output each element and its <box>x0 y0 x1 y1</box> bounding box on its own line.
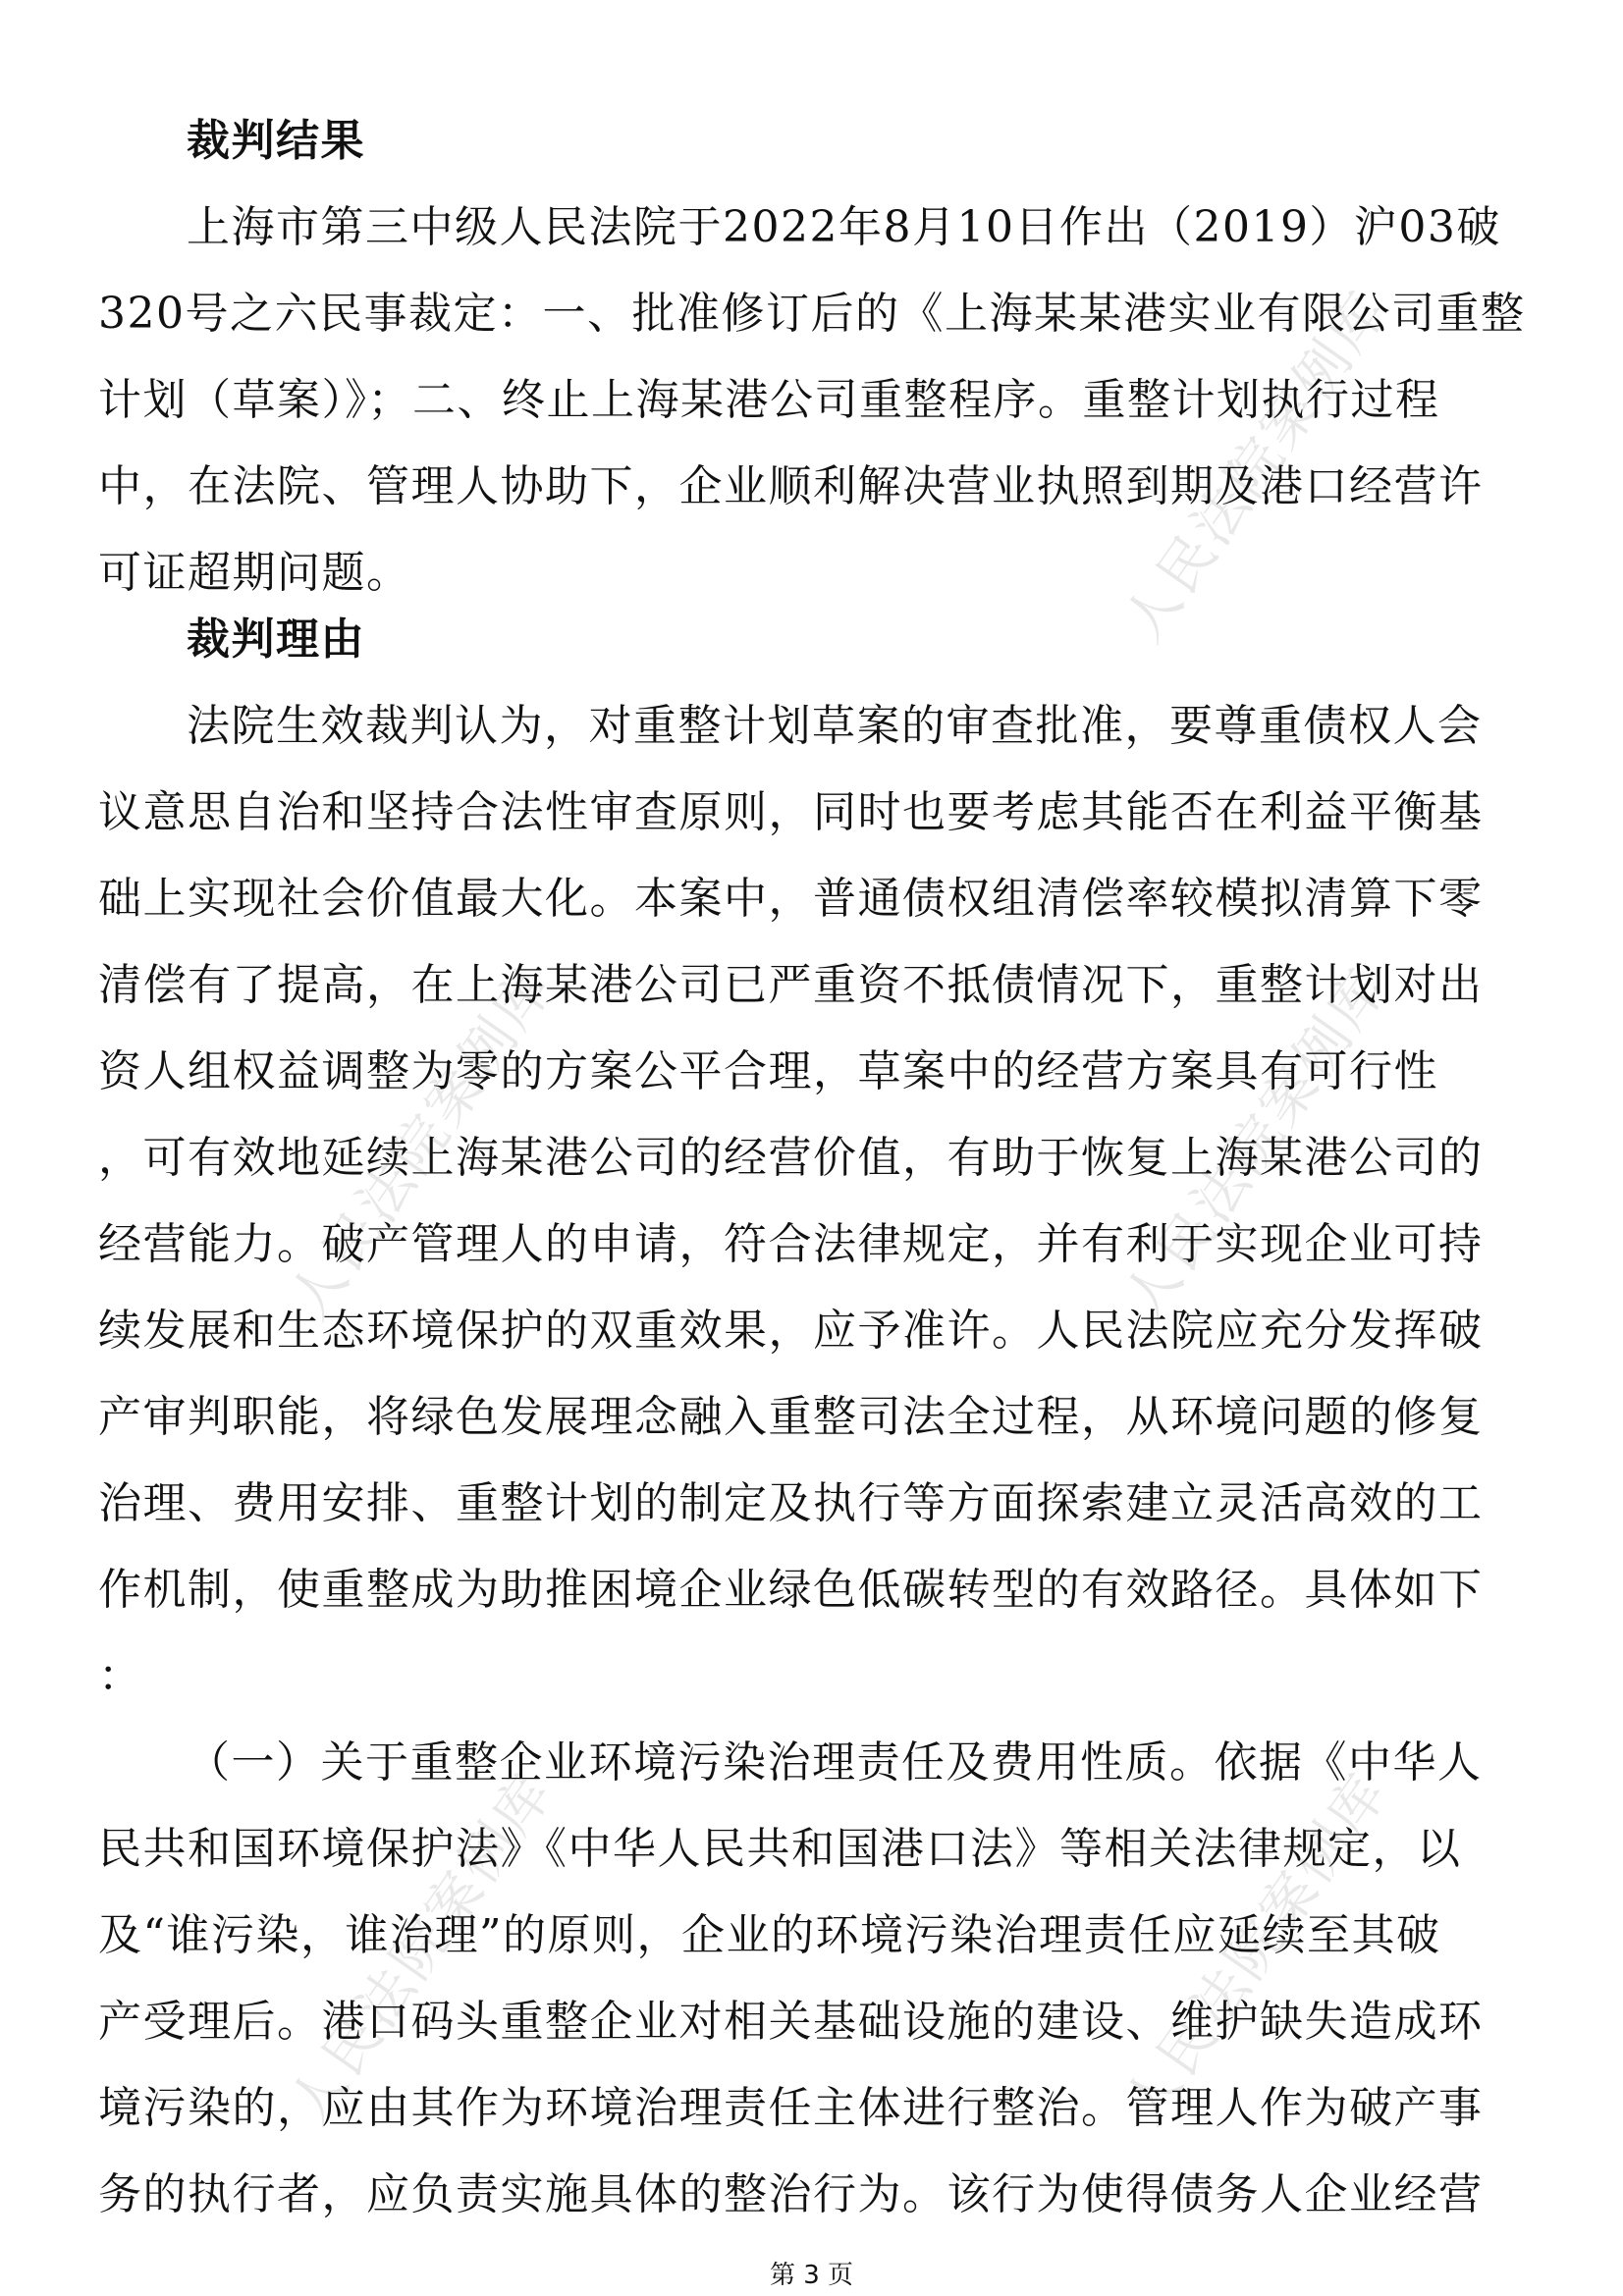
paragraph-line: 治理、费用安排、重整计划的制定及执行等方面探索建立灵活高效的工 <box>98 1478 1484 1528</box>
paragraph-line: 民共和国环境保护法》《中华人民共和国港口法》等相关法律规定，以 <box>98 1824 1462 1874</box>
paragraph-line: 法院生效裁判认为，对重整计划草案的审查批准，要尊重债权人会 <box>187 701 1483 751</box>
section-heading-result: 裁判结果 <box>187 116 365 166</box>
paragraph-line: 及“谁污染，谁治理”的原则，企业的环境污染治理责任应延续至其破 <box>98 1910 1441 1960</box>
paragraph-line: 资人组权益调整为零的方案公平合理，草案中的经营方案具有可行性 <box>98 1046 1438 1096</box>
paragraph-line: 务的执行者，应负责实施具体的整治行为。该行为使得债务人企业经营 <box>98 2169 1484 2219</box>
paragraph-line: 清偿有了提高，在上海某港公司已严重资不抵债情况下，重整计划对出 <box>98 960 1484 1010</box>
paragraph-line: 320号之六民事裁定：一、批准修订后的《上海某某港实业有限公司重整 <box>98 289 1526 339</box>
section-heading-reason: 裁判理由 <box>187 614 365 665</box>
paragraph-line: 经营能力。破产管理人的申请，符合法律规定，并有利于实现企业可持 <box>98 1219 1484 1269</box>
paragraph-line: 议意思自治和坚持合法性审查原则，同时也要考虑其能否在利益平衡基 <box>98 787 1484 837</box>
paragraph-line: ： <box>98 1651 143 1701</box>
watermark: 人民法院案例库 <box>1111 279 1401 654</box>
watermark: 人民法院案例库 <box>1111 956 1401 1331</box>
paragraph-line: （一）关于重整企业环境污染治理责任及费用性质。依据《中华人 <box>187 1737 1483 1788</box>
paragraph-line: 计划（草案）》；二、终止上海某港公司重整程序。重整计划执行过程 <box>98 375 1440 425</box>
page-number: 第 3 页 <box>769 2261 854 2290</box>
paragraph-line: ，可有效地延续上海某港公司的经营价值，有助于恢复上海某港公司的 <box>98 1133 1484 1183</box>
paragraph-line: 中，在法院、管理人协助下，企业顺利解决营业执照到期及港口经营许 <box>98 461 1484 511</box>
paragraph-line: 产审判职能，将绿色发展理念融入重整司法全过程，从环境问题的修复 <box>98 1392 1484 1442</box>
watermark: 人民法院案例库 <box>1111 1761 1401 2136</box>
paragraph-line: 上海市第三中级人民法院于2022年8月10日作出（2019）沪03破 <box>187 202 1501 252</box>
watermark: 人民法院案例库 <box>277 956 567 1331</box>
paragraph-line: 可证超期问题。 <box>98 548 411 598</box>
paragraph-line: 础上实现社会价值最大化。本案中，普通债权组清偿率较模拟清算下零 <box>98 874 1484 924</box>
paragraph-line: 产受理后。港口码头重整企业对相关基础设施的建设、维护缺失造成环 <box>98 1997 1484 2047</box>
paragraph-line: 境污染的，应由其作为环境治理责任主体进行整治。管理人作为破产事 <box>98 2083 1484 2133</box>
paragraph-line: 作机制，使重整成为助推困境企业绿色低碳转型的有效路径。具体如下 <box>98 1565 1484 1615</box>
watermark: 人民法院案例库 <box>277 1761 567 2136</box>
paragraph-line: 续发展和生态环境保护的双重效果，应予准许。人民法院应充分发挥破 <box>98 1306 1484 1356</box>
